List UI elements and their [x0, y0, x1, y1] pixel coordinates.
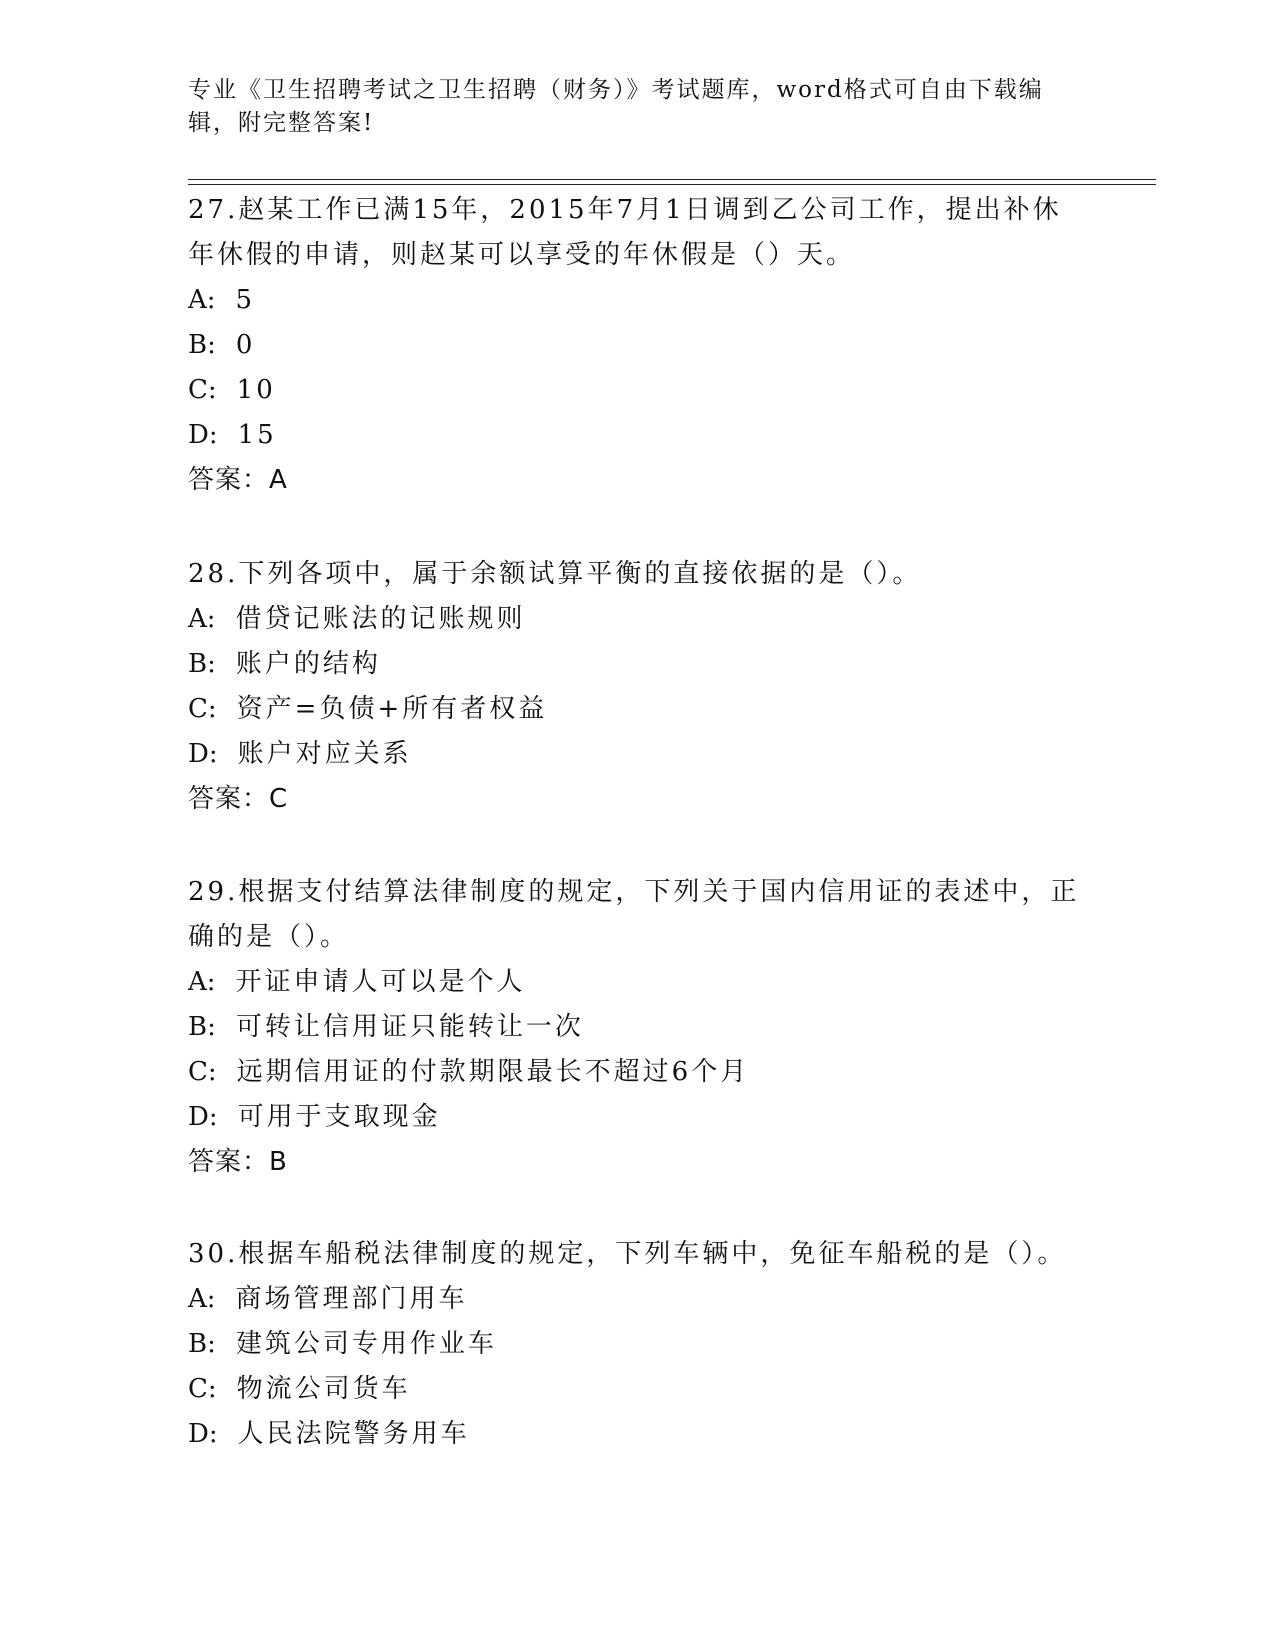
option-d	[188, 1095, 1088, 1140]
option-d	[188, 1412, 1088, 1457]
question-28	[188, 552, 1088, 822]
option-b	[188, 1322, 1088, 1367]
option-text: 账户的结构	[235, 649, 381, 679]
option-b	[188, 642, 1088, 687]
option-text: 可用于支取现金	[237, 1102, 441, 1132]
question-stem: 27.赵某工作已满15年，2015年7月1日调到乙公司工作，提出补休年休假的申请，则赵某可以享受的年休假是（）天。	[188, 195, 1062, 270]
option-c	[188, 687, 1088, 732]
option-letter: D:	[188, 739, 218, 769]
option-letter: C:	[188, 1374, 217, 1404]
option-a	[188, 597, 1088, 642]
option-letter: B:	[188, 649, 216, 679]
option-c	[188, 368, 1088, 413]
option-text: 15	[237, 420, 277, 450]
option-a	[188, 1277, 1088, 1322]
option-letter: B:	[188, 1329, 216, 1359]
question-29	[188, 870, 1088, 1185]
header-divider-top	[188, 179, 1156, 180]
question-30	[188, 1232, 1088, 1457]
option-text: 远期信用证的付款期限最长不超过6个月	[236, 1057, 750, 1087]
question-27	[188, 188, 1088, 503]
option-a	[188, 278, 1088, 323]
option-letter: B:	[188, 330, 216, 360]
option-letter: B:	[188, 1012, 216, 1042]
document-header: 专业《卫生招聘考试之卫生招聘（财务）》考试题库，word格式可自由下载编辑，附完整答案!	[188, 77, 1044, 136]
option-letter: A:	[188, 1284, 216, 1314]
option-d	[188, 732, 1088, 777]
option-text: 借贷记账法的记账规则	[235, 604, 526, 634]
answer-line: 答案：B	[188, 1147, 288, 1177]
answer-line: 答案：C	[188, 784, 289, 814]
option-letter: A:	[188, 604, 216, 634]
option-text: 0	[235, 330, 256, 360]
option-a	[188, 960, 1088, 1005]
option-text: 可转让信用证只能转让一次	[235, 1012, 584, 1042]
option-b	[188, 1005, 1088, 1050]
option-text: 开证申请人可以是个人	[235, 967, 526, 997]
option-text: 5	[235, 285, 256, 315]
option-letter: C:	[188, 375, 217, 405]
option-letter: C:	[188, 1057, 217, 1087]
option-text: 10	[236, 375, 276, 405]
option-letter: A:	[188, 967, 216, 997]
question-stem: 29.根据支付结算法律制度的规定，下列关于国内信用证的表述中，正确的是（）。	[188, 877, 1080, 952]
option-c	[188, 1367, 1088, 1412]
question-stem: 30.根据车船税法律制度的规定，下列车辆中，免征车船税的是（）。	[188, 1239, 1067, 1269]
header-divider-bottom	[188, 184, 1156, 185]
option-c	[188, 1050, 1088, 1095]
option-text: 资产=负债+所有者权益	[236, 694, 548, 724]
answer-line: 答案：A	[188, 465, 288, 495]
option-letter: C:	[188, 694, 217, 724]
option-letter: A:	[188, 285, 216, 315]
option-letter: D:	[188, 1419, 218, 1449]
option-text: 建筑公司专用作业车	[235, 1329, 497, 1359]
option-d	[188, 413, 1088, 458]
option-letter: D:	[188, 420, 218, 450]
option-text: 商场管理部门用车	[235, 1284, 468, 1314]
option-text: 账户对应关系	[237, 739, 412, 769]
option-text: 物流公司货车	[236, 1374, 411, 1404]
option-text: 人民法院警务用车	[237, 1419, 470, 1449]
option-b	[188, 323, 1088, 368]
option-letter: D:	[188, 1102, 218, 1132]
question-stem: 28.下列各项中，属于余额试算平衡的直接依据的是（）。	[188, 559, 922, 589]
